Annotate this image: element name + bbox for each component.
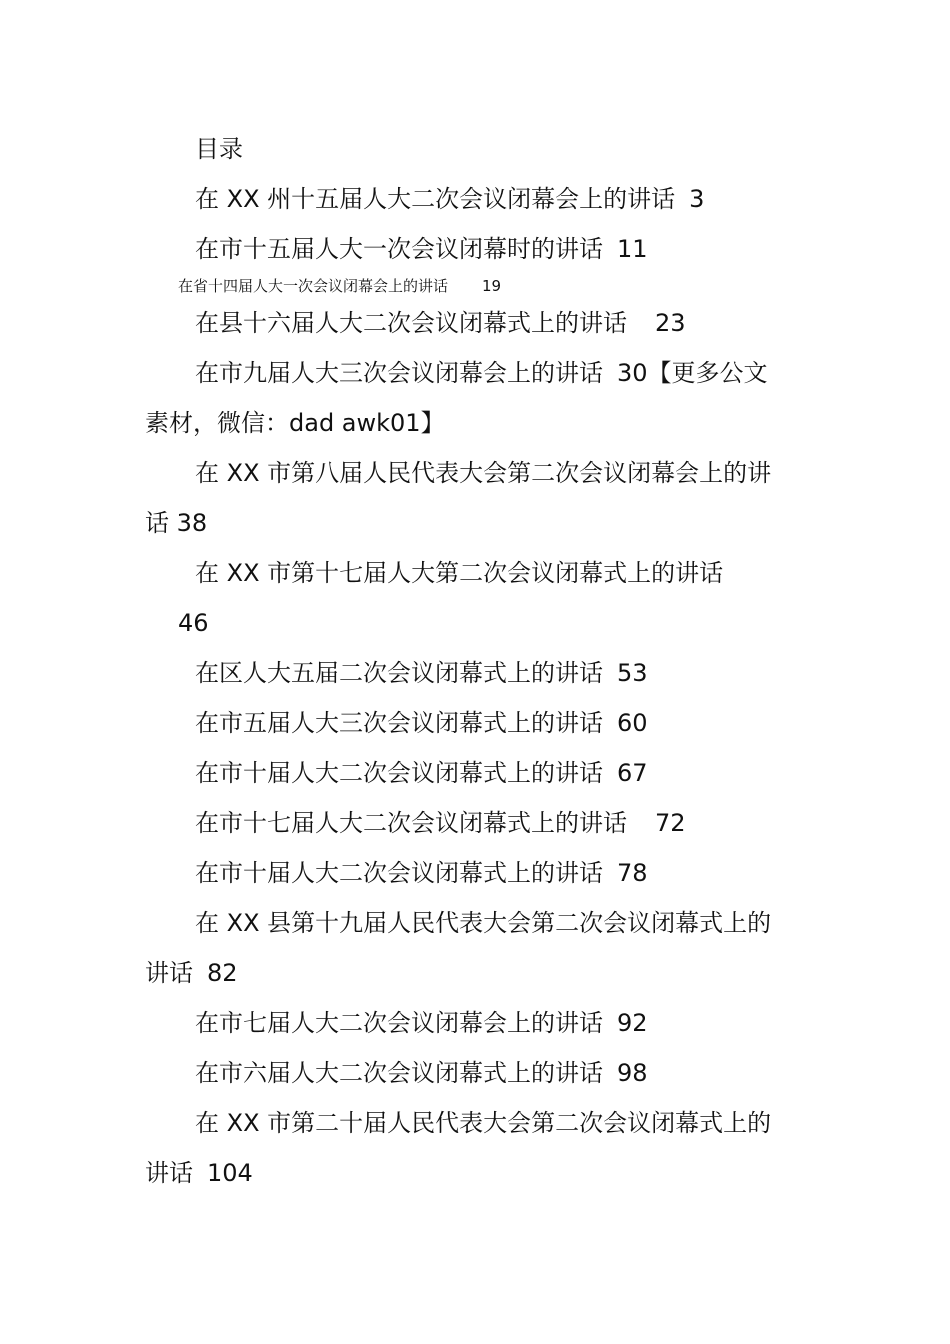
toc-entry[interactable]: 在 XX 市第十七届人大第二次会议闭幕式上的讲话 xyxy=(195,559,724,587)
toc-entry[interactable]: 在市十届人大二次会议闭幕式上的讲话 78 xyxy=(195,859,648,887)
toc-entry-continuation: 讲话 82 xyxy=(145,959,238,987)
toc-entry[interactable]: 在 XX 县第十九届人民代表大会第二次会议闭幕式上的 xyxy=(195,909,772,937)
toc-entry[interactable]: 在市七届人大二次会议闭幕会上的讲话 92 xyxy=(195,1009,648,1037)
toc-entry[interactable]: 在 XX 州十五届人大二次会议闭幕会上的讲话 3 xyxy=(195,185,705,213)
toc-entry[interactable]: 在省十四届人大一次会议闭幕会上的讲话 19 xyxy=(178,277,502,295)
toc-heading: 目录 xyxy=(195,135,243,163)
toc-entry-continuation: 讲话 104 xyxy=(145,1159,253,1187)
toc-entry[interactable]: 在市五届人大三次会议闭幕式上的讲话 60 xyxy=(195,709,648,737)
toc-entry-continuation: 素材，微信：dad awk01】 xyxy=(145,409,445,437)
toc-entry[interactable]: 在区人大五届二次会议闭幕式上的讲话 53 xyxy=(195,659,648,687)
toc-entry[interactable]: 在市十五届人大一次会议闭幕时的讲话 11 xyxy=(195,235,648,263)
toc-entry[interactable]: 在市十届人大二次会议闭幕式上的讲话 67 xyxy=(195,759,648,787)
toc-entry[interactable]: 在 XX 市第二十届人民代表大会第二次会议闭幕式上的 xyxy=(195,1109,772,1137)
toc-entry[interactable]: 在市六届人大二次会议闭幕式上的讲话 98 xyxy=(195,1059,648,1087)
toc-entry-continuation: 话 38 xyxy=(145,509,208,537)
toc-entry[interactable]: 在市九届人大三次会议闭幕会上的讲话 30【更多公文 xyxy=(195,359,768,387)
toc-entry[interactable]: 在市十七届人大二次会议闭幕式上的讲话 72 xyxy=(195,809,686,837)
toc-entry[interactable]: 在县十六届人大二次会议闭幕式上的讲话 23 xyxy=(195,309,686,337)
toc-entry-continuation: 46 xyxy=(178,609,209,637)
toc-entry[interactable]: 在 XX 市第八届人民代表大会第二次会议闭幕会上的讲 xyxy=(195,459,772,487)
